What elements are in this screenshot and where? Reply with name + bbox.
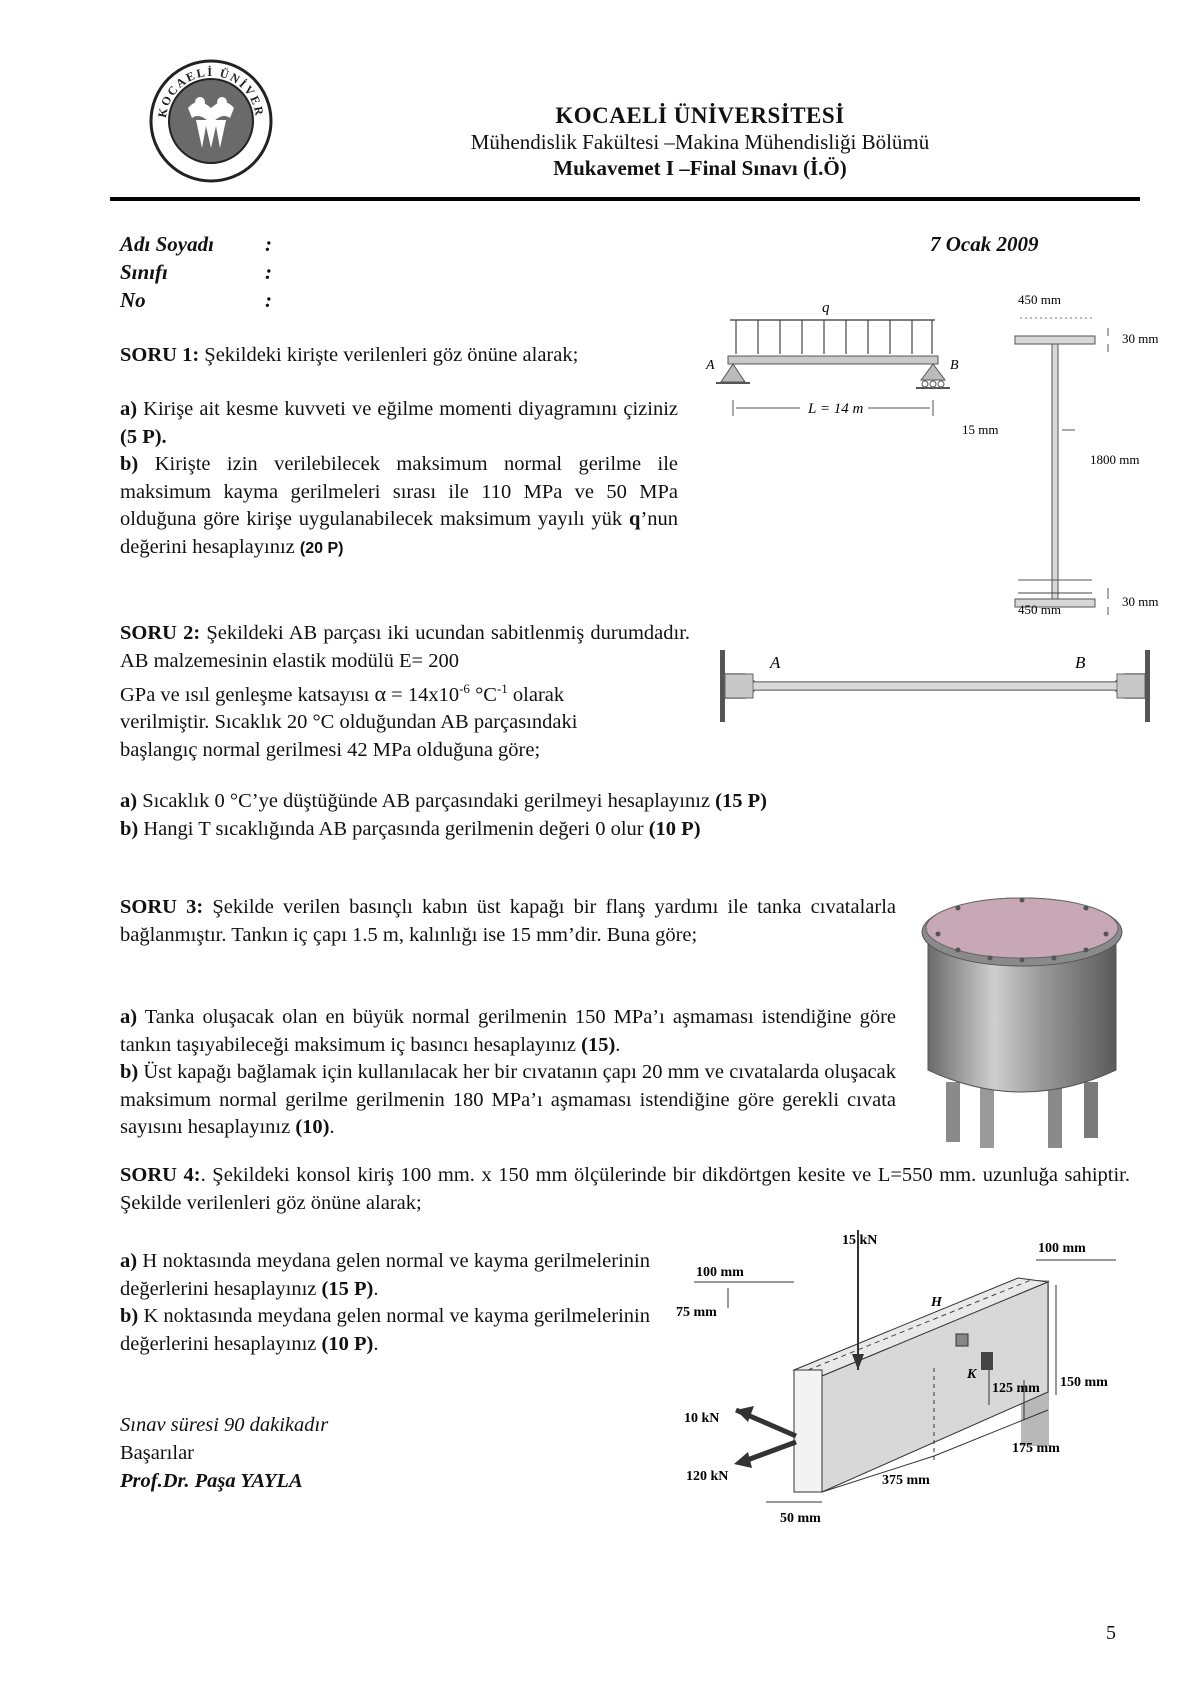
q1-fig-height: 1800 mm xyxy=(1090,452,1140,467)
q3-parts: a) Tanka oluşacak olan en büyük normal gerilmenin 150 MPa’ı aşmaması istendiğine göre tankın taşıyabileceği maksimum iç basıncı hesaplayınız (15). b) Üst kapağı bağlamak için kullanılacak her bir cıvatanın çapı 20 mm ve cıvatalarda oluşacak maksimum normal gerilme gerilmenin 180 MPa’ı aşmaması istendiğine göre gerekli cıvata sayısını hesaplayınız (10). xyxy=(120,1006,897,1138)
good-luck: Başarılar xyxy=(120,1442,194,1464)
q4-b-label: b) xyxy=(120,1305,139,1327)
q1-fig-web: 15 mm xyxy=(962,422,999,437)
q2-bar-figure xyxy=(720,648,1150,728)
q4-a-label: a) xyxy=(120,1250,138,1272)
q3-b-points: (10) xyxy=(295,1116,330,1138)
q2-exp: -6 xyxy=(459,681,470,696)
q2-p2b: = 14x10 xyxy=(391,683,460,706)
q3-a-text: Tanka oluşacak olan en büyük normal gerilmenin 150 MPa’ı aşmaması istendiğine göre tankın taşıyabileceği maksimum iç basıncı hesaplayınız xyxy=(120,1006,896,1056)
q4-fig-d100: 100 mm xyxy=(696,1265,744,1280)
name-colon: : xyxy=(265,232,272,256)
q1-fig-length: L = 14 m xyxy=(808,401,864,417)
q1-b-label: b) xyxy=(120,453,139,475)
q2-p1: Şekildeki AB parçası iki ucundan sabitlenmiş durumdadır. AB malzemesinin elastik modülü E= 200 xyxy=(120,622,691,672)
q2-a-label: a) xyxy=(120,790,138,812)
q1-b-points: (20 P) xyxy=(299,539,344,557)
q1-intro xyxy=(120,342,680,370)
q4-a-points: (15 P) xyxy=(321,1277,374,1300)
professor-name: Prof.Dr. Paşa YAYLA xyxy=(120,1470,303,1492)
q4-fig-d100-top: 100 mm xyxy=(1038,1241,1086,1256)
q1-fig-width-bot: 450 mm xyxy=(1018,602,1061,615)
q3-tank-figure xyxy=(918,892,1128,1154)
q3-title: SORU 3: xyxy=(120,896,204,918)
q2-p2a: GPa ve ısıl genleşme katsayısı xyxy=(120,683,370,706)
q1-fig-a: A xyxy=(706,358,715,373)
q2-a-points: (15 P) xyxy=(715,790,767,812)
q3-intro-text: Şekilde verilen basınçlı kabın üst kapağı bir flanş yardımı ile tanka cıvatalarla bağlanmıştır. Tankın iç çapı 1.5 m, kalınlığı ise 15 mm’dir. Buna göre; xyxy=(120,896,897,946)
q1-fig-thick-top: 30 mm xyxy=(1122,331,1159,346)
q4-parts: a) H noktasında meydana gelen normal ve kayma gerilmelerinin değerlerini hesaplayınız (15 P). b) K noktasında meydana gelen normal ve kayma gerilmelerinin değerlerini hesaplayınız (10 P). xyxy=(120,1250,650,1355)
q4-fig-d125: 125 mm xyxy=(992,1381,1040,1396)
no-label: No xyxy=(120,288,146,312)
q4-intro-text: . Şekildeki konsol kiriş 100 mm. x 150 mm ölçülerinde bir dikdörtgen kesite ve L=550 mm. uzunluğa sahiptir. Şekilde verilenleri göz önüne alarak; xyxy=(120,1164,1130,1214)
q4-b-points: (10 P) xyxy=(321,1332,374,1355)
q2-text xyxy=(120,620,690,764)
q1-fig-q: q xyxy=(822,300,830,316)
q3-intro xyxy=(120,894,896,949)
q2-b-label: b) xyxy=(120,817,139,840)
q2-title: SORU 2: xyxy=(120,622,201,644)
class-colon: : xyxy=(265,260,272,284)
faculty-title: Mühendislik Fakültesi –Makina Mühendisliği Bölümü xyxy=(470,130,930,154)
q2-p3: verilmiştir. Sıcaklık 20 °C olduğundan AB parçasındaki xyxy=(120,711,578,734)
q2-fig-a: A xyxy=(770,653,781,672)
q3-a-label: a) xyxy=(120,1006,138,1028)
q4-fig-f120: 120 kN xyxy=(686,1469,729,1484)
q4-fig-h: H xyxy=(931,1295,942,1310)
q2-b-points: (10 P) xyxy=(648,817,701,840)
q4-title: SORU 4: xyxy=(120,1164,201,1186)
q3-a-points: (15) xyxy=(581,1033,616,1056)
q1-a-label: a) xyxy=(120,398,138,420)
q1-intro-text: Şekildeki kirişte verilenleri göz önüne alarak; xyxy=(204,344,579,366)
university-title: KOCAELİ ÜNİVERSİTESİ xyxy=(555,103,845,128)
q1-title: SORU 1: xyxy=(120,344,200,366)
q4-fig-d175: 175 mm xyxy=(1012,1441,1060,1456)
q4-cantilever-figure xyxy=(676,1230,1166,1530)
exam-date: 7 Ocak 2009 xyxy=(930,232,1039,256)
q1-b-text2: ’nun değerini hesaplayınız xyxy=(120,508,679,558)
q4-fig-d150: 150 mm xyxy=(1060,1375,1108,1390)
q4-fig-k: K xyxy=(967,1367,977,1382)
exam-duration: Sınav süresi 90 dakikadır xyxy=(120,1414,329,1436)
q3-b-label: b) xyxy=(120,1061,139,1083)
q4-b-text: K noktasında meydana gelen normal ve kayma gerilmelerinin değerlerini hesaplayınız xyxy=(120,1305,650,1355)
q1-fig-b: B xyxy=(950,358,959,373)
q2-p2c: °C xyxy=(475,683,497,706)
q2-alpha: α xyxy=(374,680,387,706)
q1-a-text: Kirişe ait kesme kuvveti ve eğilme momenti diyagramını çiziniz xyxy=(143,398,679,420)
q1-fig-thick-bot: 30 mm xyxy=(1122,594,1159,609)
q2-p4: başlangıç normal gerilmesi 42 MPa olduğuna göre; xyxy=(120,738,541,761)
exam-title: Mukavemet I –Final Sınavı (İ.Ö) xyxy=(553,156,847,180)
no-colon: : xyxy=(265,288,272,312)
university-seal xyxy=(148,58,274,184)
q2-a-text: Sıcaklık 0 °C’ye düştüğünde AB parçasındaki gerilmeyi hesaplayınız xyxy=(142,790,711,812)
q4-fig-f15: 15 kN xyxy=(842,1233,878,1248)
q4-intro xyxy=(120,1162,1130,1217)
q4-a-text: H noktasında meydana gelen normal ve kayma gerilmelerinin değerlerini hesaplayınız xyxy=(120,1250,650,1300)
q2-b-text: Hangi T sıcaklığında AB parçasında gerilmenin değeri 0 olur xyxy=(143,817,644,840)
q1-parts xyxy=(120,396,678,562)
class-label: Sınıfı xyxy=(120,260,168,284)
q3-b-text: Üst kapağı bağlamak için kullanılacak her bir cıvatanın çapı 20 mm ve cıvatalarda oluşacak maksimum normal gerilme gerilmenin 180 MPa’ı aşmaması istendiğine göre gerekli cıvata sayısını hesaplayınız xyxy=(120,1061,897,1138)
seal-graphic xyxy=(148,58,274,184)
q4-fig-f10: 10 kN xyxy=(684,1411,720,1426)
q4-fig-d75: 75 mm xyxy=(676,1305,717,1320)
q1-b-text: Kirişte izin verilebilecek maksimum normal gerilme ile maksimum kayma gerilmeleri sırası ile 110 MPa ve 50 MPa olduğuna göre kirişe uygulanabilecek maksimum yayılı yük xyxy=(120,453,679,530)
q2-fig-b: B xyxy=(1075,653,1086,672)
q1-fig-width-top: 450 mm xyxy=(1018,292,1061,307)
q4-fig-d375: 375 mm xyxy=(882,1473,930,1488)
name-label: Adı Soyadı xyxy=(120,232,214,256)
q1-beam-figure xyxy=(700,290,1170,615)
q1-b-q: q xyxy=(629,508,641,530)
q2-exp2: -1 xyxy=(496,681,508,696)
page-number: 5 xyxy=(1106,1622,1116,1644)
seal-text: KOCAELİ ÜNİVER xyxy=(154,64,267,119)
q2-p2d: olarak xyxy=(512,683,565,706)
q4-fig-d50: 50 mm xyxy=(780,1511,821,1526)
q2-parts xyxy=(120,788,1020,843)
q1-a-points: (5 P). xyxy=(120,425,167,448)
header-rule xyxy=(110,197,1140,201)
